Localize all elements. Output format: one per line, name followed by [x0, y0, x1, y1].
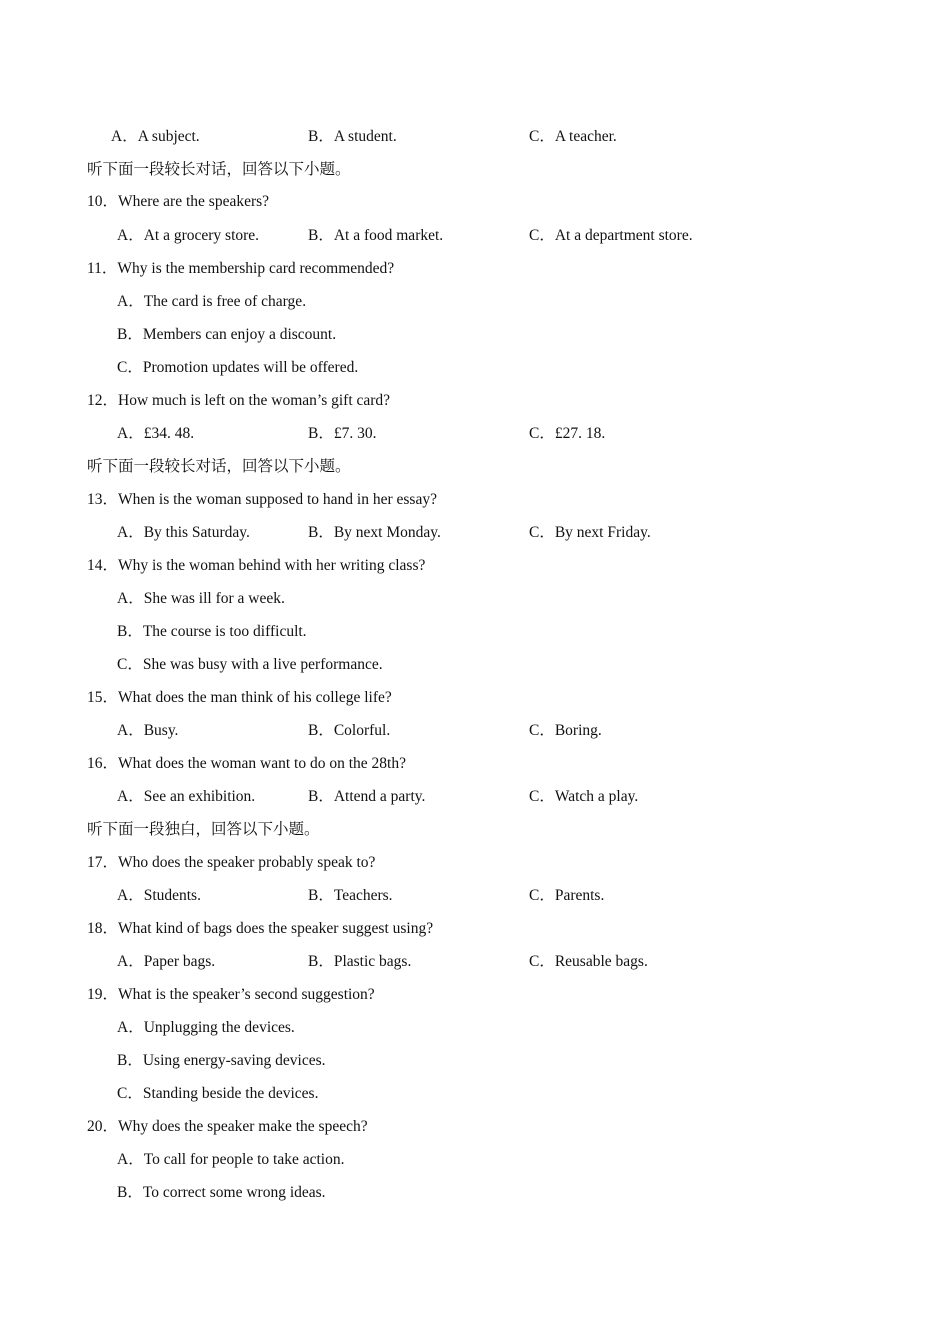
- question-18: 18．What kind of bags does the speaker suggest using?: [87, 920, 434, 937]
- option-b: B．At a food market.: [308, 227, 444, 244]
- question-20: 20．Why does the speaker make the speech?: [87, 1118, 368, 1135]
- option-c: C．£27. 18.: [529, 425, 606, 442]
- question-13: 13．When is the woman supposed to hand in her essay?: [87, 491, 437, 508]
- question-12: 12．How much is left on the woman’s gift card?: [87, 392, 391, 409]
- option-a: A．By this Saturday.: [117, 524, 250, 541]
- section-instruction: 听下面一段独白，回答以下小题。: [87, 821, 320, 838]
- question-11: 11．Why is the membership card recommended?: [87, 260, 395, 277]
- option-c: C．Parents.: [529, 887, 605, 904]
- question-10: 10．Where are the speakers?: [87, 193, 270, 210]
- option-b: B．By next Monday.: [308, 524, 441, 541]
- option-c: C．Watch a play.: [529, 788, 639, 805]
- option-c: C．She was busy with a live performance.: [117, 656, 383, 673]
- option-a: A．A subject.: [111, 128, 200, 145]
- section-instruction: 听下面一段较长对话，回答以下小题。: [87, 458, 351, 475]
- option-a: A．Busy.: [117, 722, 179, 739]
- option-b: B．Members can enjoy a discount.: [117, 326, 337, 343]
- section-instruction: 听下面一段较长对话，回答以下小题。: [87, 161, 351, 178]
- option-a: A．Students.: [117, 887, 201, 904]
- option-a: A．Unplugging the devices.: [117, 1019, 295, 1036]
- option-b: B．Attend a party.: [308, 788, 426, 805]
- question-17: 17．Who does the speaker probably speak to?: [87, 854, 376, 871]
- option-b: B．A student.: [308, 128, 397, 145]
- option-a: A．At a grocery store.: [117, 227, 260, 244]
- option-a: A．The card is free of charge.: [117, 293, 307, 310]
- option-c: C．Promotion updates will be offered.: [117, 359, 359, 376]
- option-b: B．Colorful.: [308, 722, 391, 739]
- option-a: A．See an exhibition.: [117, 788, 256, 805]
- option-a: A．To call for people to take action.: [117, 1151, 345, 1168]
- option-c: C．Boring.: [529, 722, 602, 739]
- option-c: C．Reusable bags.: [529, 953, 648, 970]
- option-c: C．Standing beside the devices.: [117, 1085, 319, 1102]
- option-c: C．By next Friday.: [529, 524, 651, 541]
- question-15: 15．What does the man think of his college life?: [87, 689, 392, 706]
- option-b: B．Using energy-saving devices.: [117, 1052, 326, 1069]
- option-a: A．Paper bags.: [117, 953, 216, 970]
- option-b: B．The course is too difficult.: [117, 623, 307, 640]
- question-14: 14．Why is the woman behind with her writing class?: [87, 557, 426, 574]
- option-a: A．She was ill for a week.: [117, 590, 285, 607]
- question-16: 16．What does the woman want to do on the 28th?: [87, 755, 406, 772]
- option-a: A．£34. 48.: [117, 425, 195, 442]
- question-19: 19．What is the speaker’s second suggestion?: [87, 986, 375, 1003]
- option-b: B．Plastic bags.: [308, 953, 412, 970]
- option-b: B．To correct some wrong ideas.: [117, 1184, 326, 1201]
- option-b: B．Teachers.: [308, 887, 393, 904]
- option-c: C．At a department store.: [529, 227, 693, 244]
- option-c: C．A teacher.: [529, 128, 617, 145]
- option-b: B．£7. 30.: [308, 425, 377, 442]
